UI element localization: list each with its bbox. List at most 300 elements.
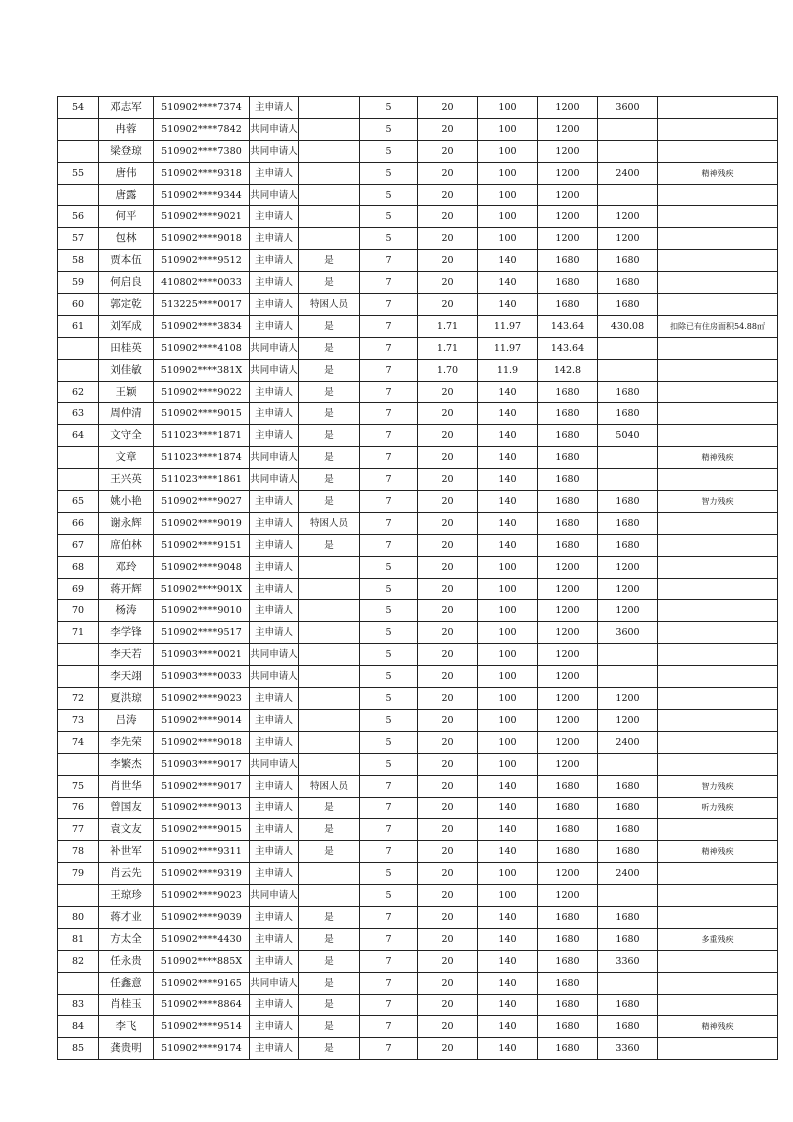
household-total-cell: 430.08 [598, 315, 658, 337]
table-row [58, 425, 778, 447]
applicant-name-cell: 吕涛 [99, 709, 154, 731]
remark-cell [658, 206, 778, 228]
household-total-cell: 1200 [598, 709, 658, 731]
applicant-name-cell: 肖世华 [99, 775, 154, 797]
amount-cell: 1680 [538, 972, 598, 994]
remark-cell [658, 381, 778, 403]
row-number-cell [58, 644, 99, 666]
row-number-cell [58, 753, 99, 775]
applicant-role-cell: 主申请人 [250, 534, 299, 556]
area-per-cell: 20 [418, 600, 478, 622]
applicant-role-cell: 主申请人 [250, 622, 299, 644]
row-number-cell [58, 972, 99, 994]
household-total-cell: 1680 [598, 381, 658, 403]
subtotal-cell: 140 [478, 294, 538, 316]
count-cell: 7 [360, 469, 418, 491]
remark-cell [658, 272, 778, 294]
row-number-cell: 75 [58, 775, 99, 797]
subtotal-cell: 100 [478, 206, 538, 228]
table-row [58, 556, 778, 578]
applicant-role-cell: 主申请人 [250, 294, 299, 316]
applicant-name-cell: 夏洪琼 [99, 688, 154, 710]
applicant-name-cell: 任永贵 [99, 950, 154, 972]
household-total-cell [598, 184, 658, 206]
id-number-cell: 510902****9318 [154, 162, 250, 184]
category-flag-cell: 是 [299, 359, 360, 381]
amount-cell: 1680 [538, 994, 598, 1016]
remark-cell [658, 469, 778, 491]
applicant-name-cell: 周仲清 [99, 403, 154, 425]
area-per-cell: 20 [418, 1038, 478, 1060]
applicant-role-cell: 共同申请人 [250, 753, 299, 775]
table-row [58, 885, 778, 907]
table-row [58, 797, 778, 819]
area-per-cell: 20 [418, 556, 478, 578]
applicant-name-cell: 蒋才业 [99, 906, 154, 928]
applicant-role-cell: 共同申请人 [250, 359, 299, 381]
id-number-cell: 510902****9015 [154, 819, 250, 841]
count-cell: 7 [360, 272, 418, 294]
subtotal-cell: 100 [478, 709, 538, 731]
household-total-cell: 1200 [598, 578, 658, 600]
count-cell: 5 [360, 885, 418, 907]
household-total-cell [598, 972, 658, 994]
household-total-cell: 1680 [598, 797, 658, 819]
count-cell: 5 [360, 118, 418, 140]
applicant-role-cell: 主申请人 [250, 1038, 299, 1060]
household-total-cell: 1680 [598, 294, 658, 316]
subtotal-cell: 100 [478, 184, 538, 206]
id-number-cell: 410802****0033 [154, 272, 250, 294]
category-flag-cell [299, 97, 360, 119]
category-flag-cell [299, 118, 360, 140]
count-cell: 5 [360, 206, 418, 228]
count-cell: 5 [360, 688, 418, 710]
table-row [58, 381, 778, 403]
remark-cell [658, 1038, 778, 1060]
table-row [58, 97, 778, 119]
area-per-cell: 20 [418, 447, 478, 469]
amount-cell: 1680 [538, 491, 598, 513]
amount-cell: 1200 [538, 206, 598, 228]
remark-cell [658, 337, 778, 359]
amount-cell: 1680 [538, 469, 598, 491]
subtotal-cell: 140 [478, 994, 538, 1016]
subtotal-cell: 100 [478, 578, 538, 600]
id-number-cell: 510902****901X [154, 578, 250, 600]
applicant-role-cell: 主申请人 [250, 250, 299, 272]
table-row [58, 447, 778, 469]
count-cell: 7 [360, 447, 418, 469]
remark-cell [658, 688, 778, 710]
table-row [58, 140, 778, 162]
count-cell: 7 [360, 512, 418, 534]
id-number-cell: 510902****9018 [154, 731, 250, 753]
area-per-cell: 1.71 [418, 337, 478, 359]
remark-cell [658, 184, 778, 206]
row-number-cell: 58 [58, 250, 99, 272]
table-row [58, 294, 778, 316]
count-cell: 5 [360, 228, 418, 250]
row-number-cell [58, 118, 99, 140]
remark-cell [658, 819, 778, 841]
amount-cell: 1200 [538, 709, 598, 731]
amount-cell: 1200 [538, 578, 598, 600]
subtotal-cell: 100 [478, 140, 538, 162]
applicant-name-cell: 文守全 [99, 425, 154, 447]
applicant-role-cell: 主申请人 [250, 797, 299, 819]
id-number-cell: 510902****381X [154, 359, 250, 381]
table-row [58, 709, 778, 731]
amount-cell: 1680 [538, 403, 598, 425]
area-per-cell: 20 [418, 1016, 478, 1038]
household-total-cell [598, 118, 658, 140]
applicant-role-cell: 主申请人 [250, 381, 299, 403]
household-total-cell [598, 469, 658, 491]
applicant-name-cell: 包林 [99, 228, 154, 250]
applicant-role-cell: 主申请人 [250, 403, 299, 425]
applicant-name-cell: 袁文友 [99, 819, 154, 841]
id-number-cell: 510902****8864 [154, 994, 250, 1016]
applicant-name-cell: 李先荣 [99, 731, 154, 753]
area-per-cell: 20 [418, 972, 478, 994]
category-flag-cell [299, 228, 360, 250]
category-flag-cell: 是 [299, 491, 360, 513]
remark-cell [658, 140, 778, 162]
household-total-cell: 1680 [598, 491, 658, 513]
remark-cell: 精神残疾 [658, 447, 778, 469]
table-row [58, 534, 778, 556]
household-total-cell [598, 359, 658, 381]
count-cell: 7 [360, 775, 418, 797]
row-number-cell: 76 [58, 797, 99, 819]
id-number-cell: 510902****9512 [154, 250, 250, 272]
area-per-cell: 20 [418, 469, 478, 491]
id-number-cell: 510903****0033 [154, 666, 250, 688]
id-number-cell: 513225****0017 [154, 294, 250, 316]
row-number-cell: 77 [58, 819, 99, 841]
category-flag-cell [299, 688, 360, 710]
id-number-cell: 510902****9014 [154, 709, 250, 731]
table-row [58, 228, 778, 250]
category-flag-cell: 是 [299, 250, 360, 272]
remark-cell [658, 556, 778, 578]
category-flag-cell: 是 [299, 972, 360, 994]
subtotal-cell: 140 [478, 1038, 538, 1060]
amount-cell: 1680 [538, 841, 598, 863]
category-flag-cell [299, 753, 360, 775]
amount-cell: 1680 [538, 775, 598, 797]
row-number-cell: 70 [58, 600, 99, 622]
category-flag-cell: 是 [299, 819, 360, 841]
count-cell: 7 [360, 841, 418, 863]
category-flag-cell [299, 140, 360, 162]
count-cell: 7 [360, 1016, 418, 1038]
id-number-cell: 510902****9023 [154, 688, 250, 710]
applicant-role-cell: 主申请人 [250, 491, 299, 513]
category-flag-cell [299, 162, 360, 184]
subtotal-cell: 100 [478, 666, 538, 688]
table-row [58, 206, 778, 228]
applicant-name-cell: 何启良 [99, 272, 154, 294]
count-cell: 7 [360, 381, 418, 403]
subtotal-cell: 140 [478, 950, 538, 972]
count-cell: 7 [360, 928, 418, 950]
household-total-cell: 3600 [598, 622, 658, 644]
category-flag-cell: 是 [299, 534, 360, 556]
row-number-cell: 68 [58, 556, 99, 578]
table-row [58, 272, 778, 294]
applicant-role-cell: 共同申请人 [250, 972, 299, 994]
area-per-cell: 20 [418, 906, 478, 928]
category-flag-cell [299, 206, 360, 228]
area-per-cell: 20 [418, 950, 478, 972]
count-cell: 7 [360, 1038, 418, 1060]
count-cell: 7 [360, 972, 418, 994]
subtotal-cell: 100 [478, 228, 538, 250]
subtotal-cell: 100 [478, 644, 538, 666]
remark-cell: 听力残疾 [658, 797, 778, 819]
subtotal-cell: 140 [478, 512, 538, 534]
area-per-cell: 20 [418, 118, 478, 140]
remark-cell: 精神残疾 [658, 1016, 778, 1038]
count-cell: 5 [360, 709, 418, 731]
id-number-cell: 510902****9039 [154, 906, 250, 928]
remark-cell [658, 731, 778, 753]
category-flag-cell: 是 [299, 337, 360, 359]
remark-cell [658, 753, 778, 775]
remark-cell [658, 644, 778, 666]
category-flag-cell: 是 [299, 381, 360, 403]
household-total-cell: 1680 [598, 512, 658, 534]
household-total-cell: 1200 [598, 556, 658, 578]
household-total-cell [598, 644, 658, 666]
id-number-cell: 510902****3834 [154, 315, 250, 337]
amount-cell: 1680 [538, 447, 598, 469]
applicant-role-cell: 主申请人 [250, 775, 299, 797]
area-per-cell: 20 [418, 644, 478, 666]
applicant-name-cell: 冉蓉 [99, 118, 154, 140]
row-number-cell: 67 [58, 534, 99, 556]
id-number-cell: 510902****7380 [154, 140, 250, 162]
applicant-name-cell: 王颖 [99, 381, 154, 403]
table-row [58, 753, 778, 775]
subtotal-cell: 140 [478, 272, 538, 294]
row-number-cell: 65 [58, 491, 99, 513]
area-per-cell: 1.71 [418, 315, 478, 337]
applicant-name-cell: 梁登琼 [99, 140, 154, 162]
area-per-cell: 20 [418, 578, 478, 600]
remark-cell [658, 578, 778, 600]
applicant-role-cell: 主申请人 [250, 206, 299, 228]
applicant-name-cell: 李飞 [99, 1016, 154, 1038]
table-row [58, 950, 778, 972]
amount-cell: 1200 [538, 97, 598, 119]
row-number-cell: 60 [58, 294, 99, 316]
row-number-cell: 66 [58, 512, 99, 534]
row-number-cell: 61 [58, 315, 99, 337]
household-total-cell: 1200 [598, 228, 658, 250]
subtotal-cell: 140 [478, 447, 538, 469]
amount-cell: 1200 [538, 885, 598, 907]
remark-cell [658, 950, 778, 972]
amount-cell: 1200 [538, 688, 598, 710]
subtotal-cell: 140 [478, 469, 538, 491]
row-number-cell [58, 184, 99, 206]
id-number-cell: 510902****9022 [154, 381, 250, 403]
remark-cell: 智力残疾 [658, 491, 778, 513]
subtotal-cell: 140 [478, 972, 538, 994]
id-number-cell: 510902****9019 [154, 512, 250, 534]
category-flag-cell [299, 578, 360, 600]
count-cell: 5 [360, 622, 418, 644]
applicant-name-cell: 李天翊 [99, 666, 154, 688]
subtotal-cell: 140 [478, 928, 538, 950]
household-total-cell: 3600 [598, 97, 658, 119]
household-total-cell: 1680 [598, 994, 658, 1016]
amount-cell: 1680 [538, 1038, 598, 1060]
category-flag-cell: 特困人员 [299, 512, 360, 534]
row-number-cell: 63 [58, 403, 99, 425]
subtotal-cell: 100 [478, 688, 538, 710]
area-per-cell: 20 [418, 863, 478, 885]
applicant-name-cell: 李学锋 [99, 622, 154, 644]
amount-cell: 1680 [538, 294, 598, 316]
category-flag-cell: 是 [299, 906, 360, 928]
subtotal-cell: 100 [478, 863, 538, 885]
amount-cell: 1200 [538, 140, 598, 162]
household-total-cell: 3360 [598, 950, 658, 972]
row-number-cell [58, 447, 99, 469]
amount-cell: 1680 [538, 425, 598, 447]
amount-cell: 1680 [538, 272, 598, 294]
row-number-cell [58, 337, 99, 359]
remark-cell: 智力残疾 [658, 775, 778, 797]
household-total-cell: 2400 [598, 863, 658, 885]
applicant-role-cell: 共同申请人 [250, 447, 299, 469]
category-flag-cell [299, 666, 360, 688]
amount-cell: 1680 [538, 534, 598, 556]
applicant-name-cell: 李天若 [99, 644, 154, 666]
applicant-name-cell: 龚贵明 [99, 1038, 154, 1060]
subtotal-cell: 140 [478, 906, 538, 928]
subtotal-cell: 140 [478, 841, 538, 863]
category-flag-cell: 是 [299, 315, 360, 337]
table-row [58, 688, 778, 710]
count-cell: 7 [360, 403, 418, 425]
subtotal-cell: 11.97 [478, 315, 538, 337]
area-per-cell: 20 [418, 250, 478, 272]
area-per-cell: 20 [418, 534, 478, 556]
category-flag-cell: 是 [299, 403, 360, 425]
subtotal-cell: 11.97 [478, 337, 538, 359]
area-per-cell: 20 [418, 753, 478, 775]
category-flag-cell [299, 184, 360, 206]
applicant-name-cell: 曾国友 [99, 797, 154, 819]
amount-cell: 1200 [538, 162, 598, 184]
household-total-cell [598, 337, 658, 359]
applicant-name-cell: 田桂英 [99, 337, 154, 359]
id-number-cell: 511023****1874 [154, 447, 250, 469]
remark-cell [658, 403, 778, 425]
applicant-role-cell: 主申请人 [250, 315, 299, 337]
table-row [58, 491, 778, 513]
row-number-cell [58, 359, 99, 381]
id-number-cell: 510902****9344 [154, 184, 250, 206]
applicant-role-cell: 共同申请人 [250, 337, 299, 359]
household-total-cell: 1680 [598, 250, 658, 272]
id-number-cell: 510902****9311 [154, 841, 250, 863]
table-row [58, 863, 778, 885]
area-per-cell: 20 [418, 994, 478, 1016]
row-number-cell: 79 [58, 863, 99, 885]
table-row [58, 337, 778, 359]
remark-cell [658, 97, 778, 119]
table-row [58, 162, 778, 184]
amount-cell: 1200 [538, 731, 598, 753]
area-per-cell: 20 [418, 731, 478, 753]
id-number-cell: 510902****9010 [154, 600, 250, 622]
row-number-cell: 80 [58, 906, 99, 928]
category-flag-cell [299, 644, 360, 666]
count-cell: 7 [360, 425, 418, 447]
row-number-cell: 84 [58, 1016, 99, 1038]
remark-cell [658, 972, 778, 994]
subtotal-cell: 100 [478, 731, 538, 753]
table-row [58, 775, 778, 797]
household-total-cell [598, 666, 658, 688]
subtotal-cell: 140 [478, 381, 538, 403]
subtotal-cell: 140 [478, 797, 538, 819]
table-row [58, 512, 778, 534]
applicant-role-cell: 主申请人 [250, 906, 299, 928]
row-number-cell [58, 885, 99, 907]
table-row [58, 622, 778, 644]
applicant-name-cell: 肖桂玉 [99, 994, 154, 1016]
table-row [58, 928, 778, 950]
applicant-role-cell: 主申请人 [250, 731, 299, 753]
remark-cell [658, 118, 778, 140]
subtotal-cell: 140 [478, 534, 538, 556]
subtotal-cell: 100 [478, 118, 538, 140]
remark-cell: 扣除已有住房面积54.88㎡ [658, 315, 778, 337]
subtotal-cell: 140 [478, 250, 538, 272]
applicant-role-cell: 共同申请人 [250, 140, 299, 162]
category-flag-cell: 是 [299, 425, 360, 447]
count-cell: 5 [360, 600, 418, 622]
area-per-cell: 20 [418, 491, 478, 513]
subtotal-cell: 100 [478, 885, 538, 907]
applicant-name-cell: 邓志军 [99, 97, 154, 119]
applicant-role-cell: 主申请人 [250, 994, 299, 1016]
applicant-name-cell: 任鑫意 [99, 972, 154, 994]
amount-cell: 1200 [538, 600, 598, 622]
category-flag-cell: 是 [299, 797, 360, 819]
count-cell: 7 [360, 491, 418, 513]
applicant-name-cell: 肖云先 [99, 863, 154, 885]
remark-cell [658, 534, 778, 556]
area-per-cell: 20 [418, 841, 478, 863]
applicant-name-cell: 李繁杰 [99, 753, 154, 775]
category-flag-cell [299, 863, 360, 885]
table-body [58, 97, 778, 1060]
row-number-cell: 54 [58, 97, 99, 119]
count-cell: 7 [360, 315, 418, 337]
applicant-role-cell: 主申请人 [250, 512, 299, 534]
id-number-cell: 510902****9013 [154, 797, 250, 819]
id-number-cell: 510902****9027 [154, 491, 250, 513]
area-per-cell: 20 [418, 819, 478, 841]
